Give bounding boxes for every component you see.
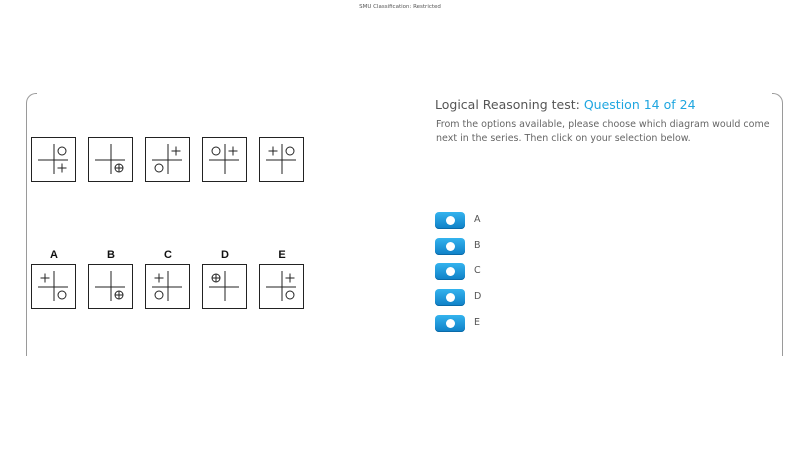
answer-option-b[interactable] bbox=[435, 238, 515, 256]
radio-dot-icon bbox=[446, 216, 455, 225]
radio-dot-icon bbox=[446, 267, 455, 276]
option-letter-d: D bbox=[221, 249, 229, 261]
series-diagram-1 bbox=[31, 137, 76, 182]
series-diagram-3 bbox=[145, 137, 190, 182]
answer-option-a[interactable] bbox=[435, 212, 515, 230]
answer-option-e[interactable] bbox=[435, 315, 515, 333]
option-diagram-b bbox=[88, 264, 133, 309]
series-diagram-5 bbox=[259, 137, 304, 182]
answer-label-d: D bbox=[474, 291, 482, 302]
radio-dot-icon bbox=[446, 319, 455, 328]
question-instructions: From the options available, please choose which diagram would come next in the series. Then click on your selection below. bbox=[436, 119, 770, 144]
option-letter-a: A bbox=[50, 249, 58, 261]
question-number: Question 14 of 24 bbox=[583, 97, 696, 112]
option-diagram-e bbox=[259, 264, 304, 309]
classification-banner: SMU Classification: Restricted bbox=[359, 4, 441, 10]
question-heading bbox=[435, 97, 696, 112]
radio-dot-icon bbox=[446, 242, 455, 251]
answer-label-c: C bbox=[474, 265, 481, 276]
option-diagram-a bbox=[31, 264, 76, 309]
answer-option-c[interactable] bbox=[435, 263, 515, 281]
panel-frame-left bbox=[26, 93, 37, 356]
answer-label-e: E bbox=[474, 317, 481, 328]
answer-label-b: B bbox=[474, 240, 481, 251]
answer-radio-d[interactable] bbox=[435, 289, 465, 306]
option-diagram-c bbox=[145, 264, 190, 309]
series-diagram-4 bbox=[202, 137, 247, 182]
answer-option-d[interactable] bbox=[435, 289, 515, 307]
answer-label-a: A bbox=[474, 214, 481, 225]
test-title: Logical Reasoning test: bbox=[435, 97, 580, 112]
answer-radio-c[interactable] bbox=[435, 263, 465, 280]
answer-radio-a[interactable] bbox=[435, 212, 465, 229]
answer-radio-b[interactable] bbox=[435, 238, 465, 255]
radio-dot-icon bbox=[446, 293, 455, 302]
option-letter-e: E bbox=[278, 249, 286, 261]
series-diagram-2 bbox=[88, 137, 133, 182]
option-letter-c: C bbox=[164, 249, 172, 261]
answer-radio-e[interactable] bbox=[435, 315, 465, 332]
option-diagram-d bbox=[202, 264, 247, 309]
option-letter-b: B bbox=[107, 249, 115, 261]
